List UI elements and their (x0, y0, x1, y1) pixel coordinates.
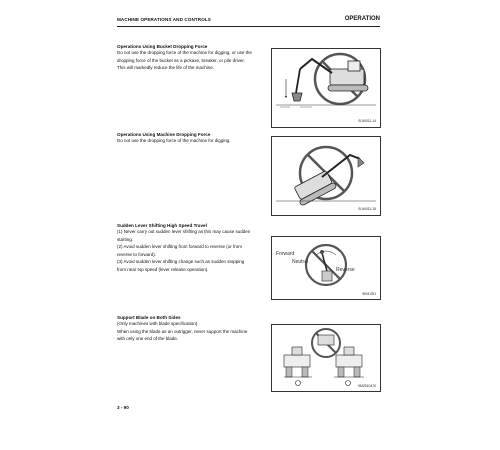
lever-label-forward: Forward (276, 251, 295, 257)
figure-bucket-dropping (271, 48, 381, 128)
list-item: reverse to forward). (117, 251, 157, 257)
section-text-line: Do not use the dropping force of the machine for digging. (117, 138, 231, 143)
figure-code: 9M2510470 (358, 384, 376, 388)
lever-label-reverse: Reverse (336, 267, 355, 273)
section-title-sudden-lever: Sudden Lever Shifting High Speed Travel (117, 223, 207, 228)
section-text-line: (Only machines with blade specification) (117, 321, 198, 326)
header-chapter-title: MACHINE OPERATIONS AND CONTROLS (117, 17, 211, 22)
section-text-line: When using the blade as an outrigger, never support the machine (117, 328, 248, 334)
lever-shifting-illustration (272, 237, 380, 299)
list-item: (3) Avoid sudden lever shifting change such as sudden stopping (117, 259, 245, 265)
support-blade-illustration (272, 325, 380, 391)
page-number: 3 - 90 (117, 405, 129, 410)
figure-code: B-94011-15 (358, 207, 376, 211)
figure-code: 9EM-051 (362, 292, 376, 296)
figure-machine-dropping (271, 136, 381, 216)
section-text-line: Do not use the dropping force of the machine for digging, or use the (117, 50, 252, 55)
section-text-line: This will markedly reduce the life of the machine. (117, 65, 215, 71)
excavator-dropping-illustration (272, 137, 380, 215)
page-header (117, 17, 380, 27)
lever-label-neutral: Neutral (292, 259, 309, 265)
list-item: starting. (117, 236, 134, 242)
section-text-line: with only one end of the blade. (117, 336, 179, 342)
excavator-bucket-illustration (272, 49, 380, 127)
figure-lever-shifting (271, 236, 381, 300)
figure-code: B-94011-14 (358, 119, 376, 123)
section-title-bucket-dropping: Operations Using Bucket Dropping Force (117, 44, 208, 49)
figure-support-blade (271, 324, 381, 392)
list-item: (1) Never carry out sudden lever shifting as this may cause sudden (117, 229, 251, 234)
section-title-support-blade: Support Blade on Both Sides (117, 315, 181, 320)
section-text-line: dropping force of the bucket as a pickaxe, breaker, or pile driver. (117, 57, 245, 63)
list-item: (2) Avoid sudden lever shifting from forward to reverse (or from (117, 244, 242, 250)
header-section-title: OPERATION (344, 16, 380, 22)
section-title-machine-dropping: Operations Using Machine Dropping Force (117, 132, 211, 137)
list-item: from near top speed (lever release operation). (117, 267, 209, 272)
